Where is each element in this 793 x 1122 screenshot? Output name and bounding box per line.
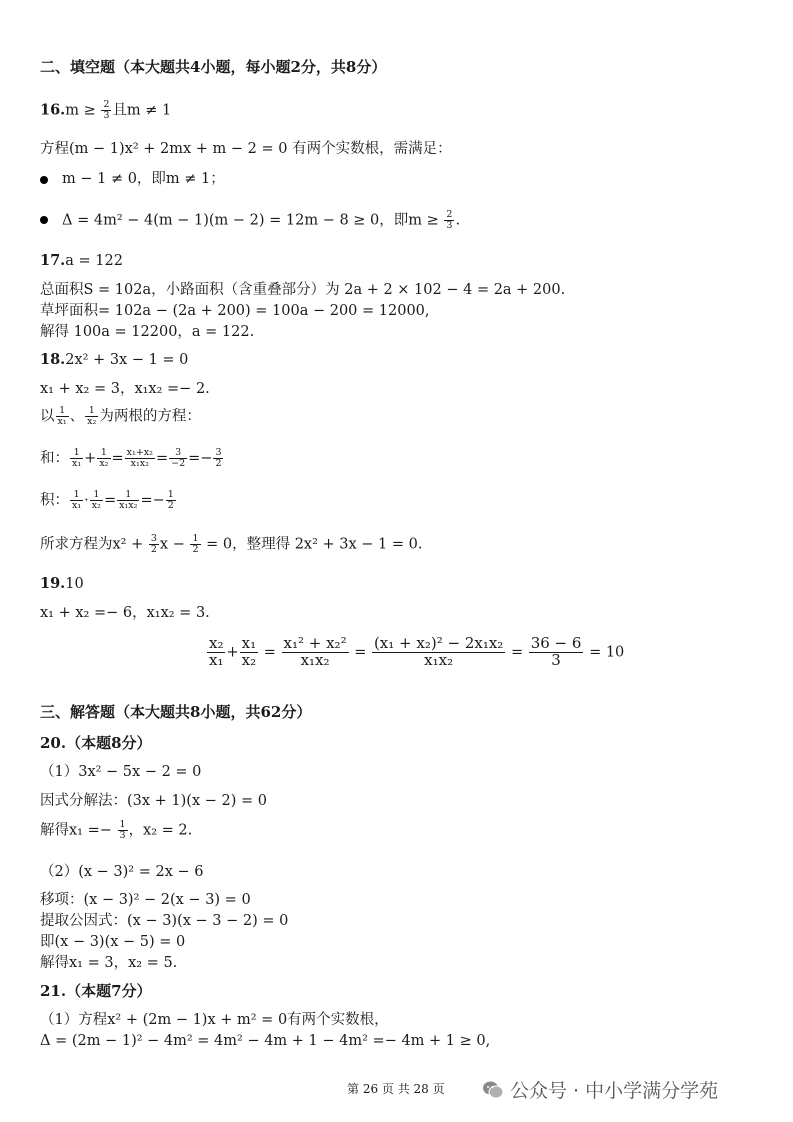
q19-number: 19. bbox=[40, 575, 66, 592]
q20-part1: （1）3x² − 5x − 2 = 0 bbox=[40, 764, 202, 780]
q16-number: 16. bbox=[40, 101, 66, 119]
q18-line1: x₁ + x₂ = 3，x₁x₂ =− 2. bbox=[40, 381, 210, 397]
q18-line2: 以 $\frac{1}{\text{x₁}}$ 、 $\frac{1}{\text{x₂}}$ 为两根的方程： bbox=[40, 405, 201, 427]
q21-part1: （1）方程x² + (2m − 1)x + m² = 0有两个实数根， bbox=[40, 1012, 389, 1028]
q19-answer: 19.10 bbox=[40, 575, 84, 592]
q20-part1-factor: 因式分解法：(3x + 1)(x − 2) = 0 bbox=[40, 793, 267, 809]
q18-sum: 和： $\frac{1}{\text{x₁}}$ + $\frac{1}{\text{x₂}}$ = $\frac{\text{x₁+x₂}}{\text{x₁x₂}}$ = $\frac{3}{-2}$ =− $\frac{3}{2}$ bbox=[40, 447, 222, 469]
q20-part2-ie: 即(x − 3)(x − 5) = 0 bbox=[40, 934, 186, 950]
q20-part2: （2）(x − 3)² = 2x − 6 bbox=[40, 864, 204, 880]
q21-heading: 21.（本题7分） bbox=[40, 982, 152, 1000]
q17-number: 17. bbox=[40, 252, 66, 269]
q17-answer: 17.a = 122 bbox=[40, 252, 123, 269]
watermark-text: 公众号 · 中小学满分学苑 bbox=[510, 1080, 719, 1102]
q16-fraction: $\frac{2}{3}$ bbox=[103, 99, 110, 121]
bullet-icon bbox=[40, 216, 48, 224]
page-footer: 第 26 页 共 28 页 bbox=[347, 1082, 445, 1096]
q20-part2-move: 移项：(x − 3)² − 2(x − 3) = 0 bbox=[40, 892, 251, 908]
q20-part1-solution: 解得x₁ =− $\frac{1}{3}$ ，x₂ = 2. bbox=[40, 819, 193, 841]
q19-line1: x₁ + x₂ =− 6，x₁x₂ = 3. bbox=[40, 605, 210, 621]
q17-line1: 总面积S = 102a，小路面积（含重叠部分）为 2a + 2 × 102 − 4 = 2a + 200. bbox=[40, 282, 566, 298]
q18-product: 积： $\frac{1}{\text{x₁}}$ · $\frac{1}{\text{x₂}}$ = $\frac{1}{\text{x₁x₂}}$ =− $\frac{1}{2}$ bbox=[40, 489, 174, 511]
q19-centered-equation: $\frac{\text{x₂}}{\text{x₁}}$ + $\frac{\text{x₁}}{\text{x₂}}$ = $\frac{\text{x₁² + x₂²}}{\text{x₁x₂}}$ = $\frac{\text{(x₁ + x₂)² − 2x₁x₂}}{\text{x₁x₂}}$ = $\frac{36 - 6}{3}$ = 10 bbox=[209, 634, 625, 669]
section-heading-solutions: 三、解答题（本大题共8小题，共62分） bbox=[40, 703, 312, 721]
q16-pre: m ≥ bbox=[65, 102, 101, 119]
q16-answer bbox=[40, 100, 171, 121]
bullet-icon bbox=[40, 176, 48, 184]
q18-line5: 所求方程为x² + $\frac{3}{2}$ x − $\frac{1}{2}$ = 0，整理得 2x² + 3x − 1 = 0. bbox=[40, 533, 423, 555]
wechat-bubble-icon bbox=[482, 1080, 504, 1100]
q20-heading: 20.（本题8分） bbox=[40, 734, 152, 752]
q16-bullet2-fraction: $\frac{2}{3}$ bbox=[446, 209, 453, 231]
q16-bullet2: Δ = 4m² − 4(m − 1)(m − 2) = 12m − 8 ≥ 0，即m ≥ $\frac{2}{3}$ . bbox=[62, 209, 461, 231]
watermark bbox=[482, 1076, 718, 1103]
q20-part2-solution: 解得x₁ = 3，x₂ = 5. bbox=[40, 955, 178, 971]
q16-line1: 方程(m − 1)x² + 2mx + m − 2 = 0 有两个实数根，需满足： bbox=[40, 141, 452, 157]
q18-answer: 18.2x² + 3x − 1 = 0 bbox=[40, 351, 189, 368]
q21-part1-delta: Δ = (2m − 1)² − 4m² = 4m² − 4m + 1 − 4m² =− 4m + 1 ≥ 0, bbox=[40, 1033, 491, 1049]
q17-line3: 解得 100a = 12200，a = 122. bbox=[40, 324, 255, 340]
q16-post: 且m ≠ 1 bbox=[112, 102, 172, 119]
q18-number: 18. bbox=[40, 351, 66, 368]
q16-bullet1: m − 1 ≠ 0，即m ≠ 1； bbox=[62, 171, 225, 187]
q20-part2-extract: 提取公因式：(x − 3)(x − 3 − 2) = 0 bbox=[40, 913, 289, 929]
q17-line2: 草坪面积= 102a − (2a + 200) = 100a − 200 = 12000, bbox=[40, 303, 430, 319]
section-heading-fill-blank: 二、填空题（本大题共4小题，每小题2分，共8分） bbox=[40, 58, 387, 76]
